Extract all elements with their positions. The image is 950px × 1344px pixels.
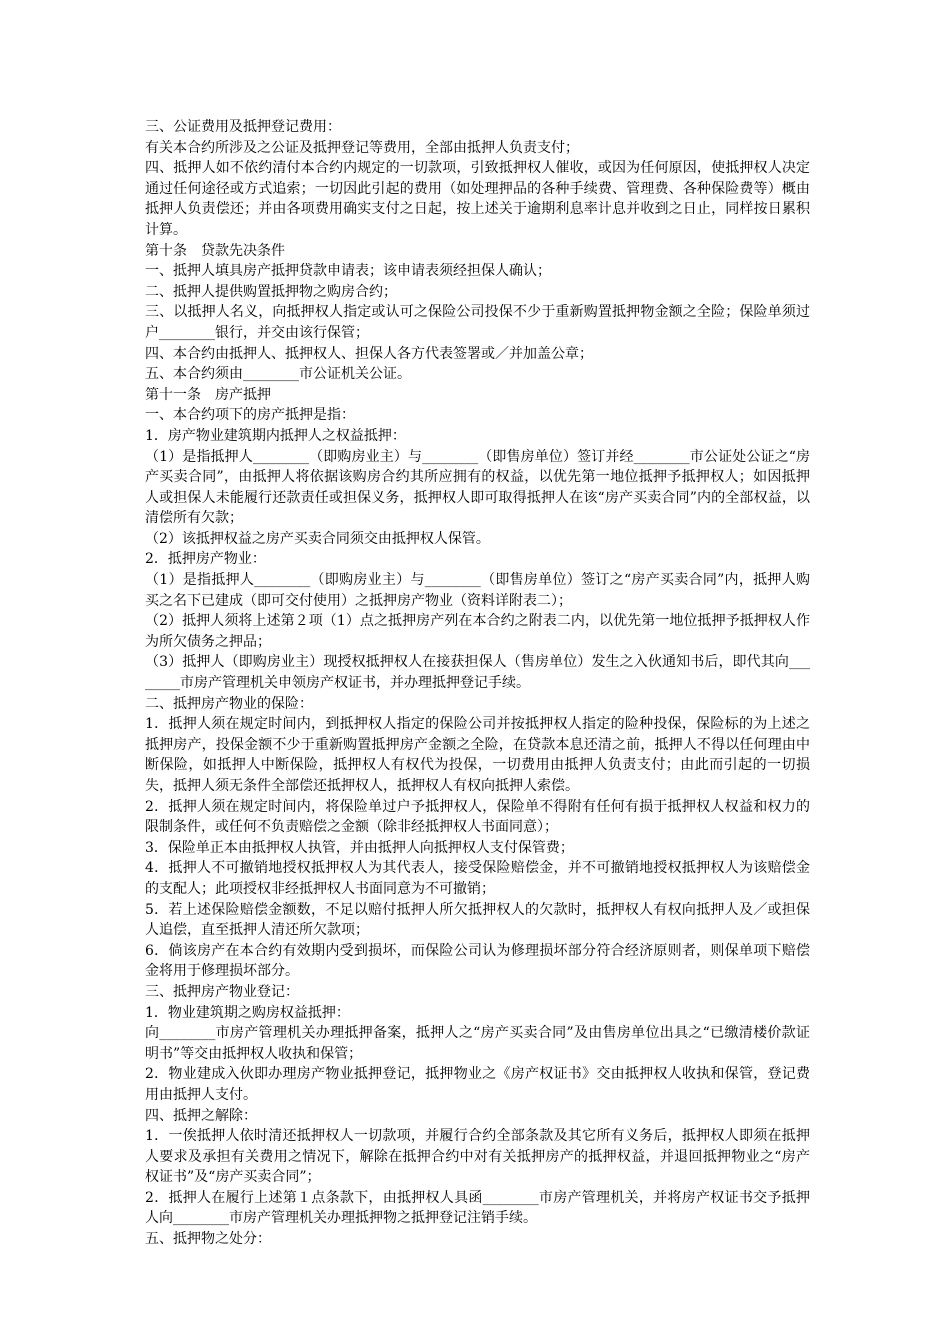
paragraph: 二、抵押人提供购置抵押物之购房合约； xyxy=(145,283,397,300)
paragraph: 2．抵押房产物业： xyxy=(145,551,266,568)
section-heading: 一、本合约项下的房产抵押是指： xyxy=(145,407,355,424)
paragraph: 2．抵押人须在规定时间内，将保险单过户予抵押权人，保险单不得附有任何有损于抵押权人权益和权力的限制条件，或任何不负责赔偿之金额（除非经抵押权人书面同意）； xyxy=(145,798,810,836)
paragraph: 1．房产物业建筑期内抵押人之权益抵押： xyxy=(145,427,406,444)
paragraph: 三、以抵押人名义，向抵押权人指定或认可之保险公司投保不少于重新购置抵押物金额之全险；保险单须过户________银行，并交由该行保管； xyxy=(145,304,810,341)
article-heading: 第十条 贷款先决条件 xyxy=(145,242,285,259)
paragraph: 6．倘该房产在本合约有效期内受到损坏，而保险公司认为修理损坏部分符合经济原则者，则保单项下赔偿金将用于修理损坏部分。 xyxy=(145,942,810,980)
section-heading: 五、抵押物之处分： xyxy=(145,1231,271,1248)
paragraph: （1）是指抵押人________（即购房业主）与________（即售房单位）签订之“房产买卖合同”内，抵押人购买之名下已建成（即可交付使用）之抵押房产物业（资料详附表二）； xyxy=(145,572,810,609)
section-heading: 三、公证费用及抵押登记费用： xyxy=(145,119,341,135)
paragraph: 3．保险单正本由抵押权人执管，并由抵押人向抵押权人支付保管费； xyxy=(145,839,574,856)
paragraph: 5．若上述保险赔偿金额数，不足以赔付抵押人所欠抵押权人的欠款时，抵押权人有权向抵押人及／或担保人追偿，直至抵押人清还所欠款项； xyxy=(145,901,810,939)
paragraph: （2）该抵押权益之房产买卖合同须交由抵押权人保管。 xyxy=(145,530,490,547)
paragraph: 一、抵押人填具房产抵押贷款申请表；该申请表须经担保人确认； xyxy=(145,263,551,280)
paragraph: 五、本合约须由________市公证机关公证。 xyxy=(145,366,411,383)
document-body xyxy=(145,117,810,1250)
paragraph: 2．物业建成入伙即办理房产物业抵押登记，抵押物业之《房产权证书》交由抵押权人收执和保管，登记费用由抵押人支付。 xyxy=(145,1066,810,1103)
paragraph: （2）抵押人须将上述第２项（1）点之抵押房产列在本合约之附表二内，以优先第一地位抵押予抵押权人作为所欠债务之押品； xyxy=(145,613,810,650)
section-heading: 三、抵押房产物业登记： xyxy=(145,983,299,1000)
article-heading: 第十一条 房产抵押 xyxy=(145,386,271,403)
paragraph: 向________市房产管理机关办理抵押备案，抵押人之“房产买卖合同”及由售房单位出具之“已缴清楼价款证明书”等交由抵押权人收执和保管； xyxy=(145,1025,810,1062)
paragraph: 四、抵押人如不依约清付本合约内规定的一切款项，引致抵押权人催收，或因为任何原因，使抵押权人决定通过任何途径或方式追索；一切因此引起的费用（如处理押品的各种手续费、管理费、各种保险费等）概由抵押人负责偿还；并由各项费用确实支付之日起，按上述关于逾期利息率计息并收到之日止，同样按日累积计算。 xyxy=(145,160,810,238)
paragraph: 4．抵押人不可撤销地授权抵押权人为其代表人，接受保险赔偿金，并不可撤销地授权抵押权人为该赔偿金的支配人；此项授权非经抵押权人书面同意为不可撤销； xyxy=(145,860,810,897)
paragraph: （1）是指抵押人________（即购房业主）与________（即售房单位）签订并经________市公证处公证之“房产买卖合同”，由抵押人将依据该购房合约其所应拥有的权益，以优先第一地位抵押予抵押权人；如因抵押人或担保人未能履行还款责任或担保义务，抵押权人即可取得抵押人在该“房产买卖合同”内的全部权益，以清偿所有欠款； xyxy=(145,448,810,527)
paragraph: 有关本合约所涉及之公证及抵押登记等费用，全部由抵押人负责支付； xyxy=(145,139,579,156)
paragraph: （3）抵押人（即购房业主）现授权抵押权人在接获担保人（售房单位）发生之入伙通知书后，即代其向________市房产管理机关申领房产权证书，并办理抵押登记手续。 xyxy=(145,654,810,692)
section-heading: 四、抵押之解除： xyxy=(145,1107,257,1124)
paragraph: 1．抵押人须在规定时间内，到抵押权人指定的保险公司并按抵押权人指定的险种投保，保险标的为上述之抵押房产，投保金额不少于重新购置抵押房产金额之全险，在贷款本息还清之前，抵押人不得以任何理由中断保险，如抵押人中断保险，抵押权人有权代为投保，一切费用由抵押人负责支付；由此而引起的一切损失，抵押人须无条件全部偿还抵押权人，抵押权人有权向抵押人索偿。 xyxy=(145,716,810,794)
paragraph: 1．物业建筑期之购房权益抵押： xyxy=(145,1004,350,1021)
section-heading: 二、抵押房产物业的保险： xyxy=(145,695,313,712)
paragraph: 1．一俟抵押人依时清还抵押权人一切款项，并履行合约全部条款及其它所有义务后，抵押权人即须在抵押人要求及承担有关费用之情况下，解除在抵押合约中对有关抵押房产的抵押权益，并退回抵押物业之“房产权证书”及“房产买卖合同”； xyxy=(145,1128,810,1186)
paragraph: 四、本合约由抵押人、抵押权人、担保人各方代表签署或／并加盖公章； xyxy=(145,345,593,362)
paragraph: 2．抵押人在履行上述第１点条款下，由抵押权人具函________市房产管理机关，并将房产权证书交予抵押人向________市房产管理机关办理抵押物之抵押登记注销手续。 xyxy=(145,1189,810,1227)
